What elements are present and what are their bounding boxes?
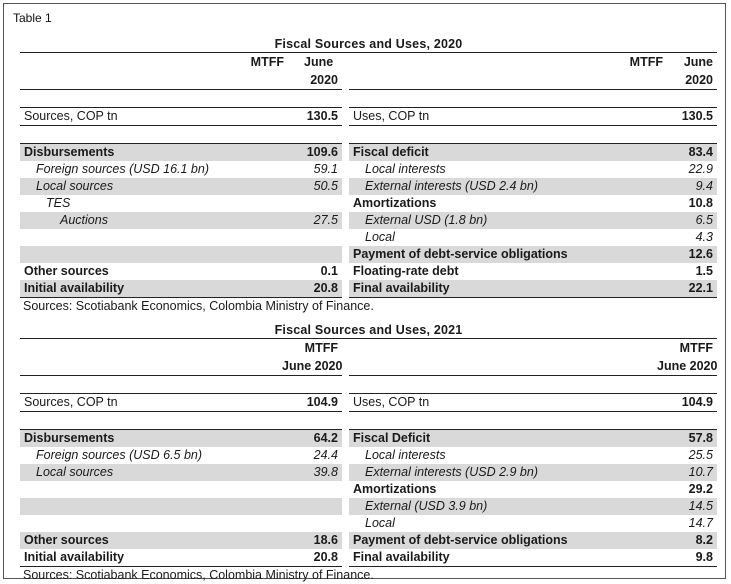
- row-value-right: 1.5: [695, 264, 713, 278]
- row-value-right: 4.3: [695, 230, 713, 244]
- row-value-right: 12.6: [667, 246, 717, 263]
- table-row: [20, 246, 717, 263]
- row-label-left: [20, 515, 278, 532]
- sources-total-value: 104.9: [278, 394, 342, 412]
- table-row: [20, 263, 717, 280]
- header-row-2: [20, 357, 717, 376]
- row-label-left: Other sources: [20, 532, 278, 549]
- row-label-right: External (USD 3.9 bn): [349, 498, 653, 515]
- row-value-right: 6.5: [667, 212, 717, 229]
- row-value-left: 59.1: [313, 162, 338, 176]
- row-label-right: Payment of debt-service obligations: [349, 246, 667, 263]
- row-label-left: [20, 246, 290, 263]
- row-label-right: Fiscal deficit: [349, 144, 667, 162]
- row-value-left: 39.8: [278, 464, 342, 481]
- table-row: [20, 430, 717, 448]
- source-note-2020: Sources: Scotiabank Economics, Colombia Ministry of Finance.: [23, 299, 374, 313]
- row-value-left: [290, 246, 342, 263]
- sources-total-label: Sources, COP tn: [20, 108, 290, 126]
- table-row: [20, 532, 717, 549]
- row-value-right: 57.8: [653, 430, 717, 448]
- header-right-june: June 2020: [653, 357, 717, 376]
- row-label-left: [20, 229, 290, 246]
- table-row: [20, 481, 717, 498]
- sources-total-label: Sources, COP tn: [20, 394, 278, 412]
- header-row: [20, 53, 717, 72]
- row-value-left: 20.8: [290, 280, 342, 298]
- row-value-left: 27.5: [290, 212, 342, 229]
- row-value-right: 22.9: [688, 162, 713, 176]
- table-row: [20, 144, 717, 162]
- table-2021: [20, 322, 717, 584]
- uses-total-value: 130.5: [667, 108, 717, 126]
- row-value-left: [278, 481, 342, 498]
- row-value-left: 0.1: [320, 264, 338, 278]
- row-value-left: 109.6: [290, 144, 342, 162]
- row-label-left: Local sources: [20, 464, 278, 481]
- row-value-right: 25.5: [688, 448, 713, 462]
- header-left-mtff: MTFF: [250, 55, 284, 69]
- header-left-mtff: MTFF: [304, 341, 338, 355]
- header-right-mtff: MTFF: [629, 55, 663, 69]
- table-row: [20, 280, 717, 298]
- row-label-right: Floating-rate debt: [353, 264, 459, 278]
- row-label-right: Fiscal Deficit: [349, 430, 653, 448]
- table-label: Table 1: [13, 11, 52, 25]
- row-label-right: Final availability: [349, 280, 667, 298]
- row-value-left: 20.8: [278, 549, 342, 567]
- row-value-left: 50.5: [290, 178, 342, 195]
- row-value-left: 64.2: [278, 430, 342, 448]
- uses-total-value: 104.9: [653, 394, 717, 412]
- row-label-right: External interests (USD 2.9 bn): [349, 464, 653, 481]
- header-left-year: 2020: [310, 73, 338, 87]
- row-label-left: [20, 498, 278, 515]
- row-label-right: Local: [365, 516, 395, 530]
- header-right-mtff: MTFF: [679, 341, 713, 355]
- row-value-left: 18.6: [278, 532, 342, 549]
- row-label-right: Local interests: [365, 162, 446, 176]
- row-label-right: Final availability: [349, 549, 653, 567]
- row-label-left: Auctions: [20, 212, 290, 229]
- row-label-left: [20, 481, 278, 498]
- table-row: [20, 447, 717, 464]
- row-label-left: Disbursements: [20, 144, 290, 162]
- row-value-right: 83.4: [667, 144, 717, 162]
- header-left-june: June 2020: [278, 357, 342, 376]
- source-note-2021: Sources: Scotiabank Economics, Colombia Ministry of Finance.: [23, 568, 374, 582]
- table-2021-title: Fiscal Sources and Uses, 2021: [274, 323, 463, 337]
- table-row: [20, 195, 717, 212]
- row-label-left: TES: [46, 196, 71, 210]
- row-value-right: 29.2: [688, 482, 713, 496]
- table-2021-grid: [20, 338, 717, 567]
- row-label-left: Foreign sources (USD 6.5 bn): [36, 448, 203, 462]
- row-value-left: [290, 229, 342, 246]
- table-2020: [20, 36, 717, 315]
- row-label-right: Payment of debt-service obligations: [349, 532, 653, 549]
- row-label-right: External USD (1.8 bn): [349, 212, 667, 229]
- uses-total-label: Uses, COP tn: [349, 108, 667, 126]
- header-right-june: June: [683, 55, 713, 69]
- row-label-right: Local interests: [365, 448, 446, 462]
- row-value-right: 9.4: [667, 178, 717, 195]
- header-right-year: 2020: [685, 73, 713, 87]
- table-row: [20, 549, 717, 567]
- table-row: [20, 515, 717, 532]
- table-row: [20, 229, 717, 246]
- row-label-right: Amortizations: [353, 196, 437, 210]
- row-value-right: 9.8: [653, 549, 717, 567]
- row-value-right: 14.7: [688, 516, 713, 530]
- table-row: [20, 464, 717, 481]
- row-label-right: Amortizations: [353, 482, 437, 496]
- row-value-left: 24.4: [313, 448, 338, 462]
- row-value-right: 14.5: [653, 498, 717, 515]
- header-row-2: [20, 71, 717, 90]
- totals-row: [20, 108, 717, 126]
- row-label-left: Other sources: [24, 264, 109, 278]
- row-value-right: 8.2: [653, 532, 717, 549]
- row-label-left: Disbursements: [20, 430, 278, 448]
- row-value-left: [278, 498, 342, 515]
- uses-total-label: Uses, COP tn: [349, 394, 653, 412]
- row-value-right: 10.8: [688, 196, 713, 210]
- table-row: [20, 498, 717, 515]
- row-label-left: Initial availability: [20, 549, 278, 567]
- row-label-left: Local sources: [20, 178, 290, 195]
- table-2020-grid: [20, 52, 717, 298]
- table-row: [20, 161, 717, 178]
- row-value-right: 10.7: [653, 464, 717, 481]
- row-label-left: Initial availability: [20, 280, 290, 298]
- table-2020-title: Fiscal Sources and Uses, 2020: [274, 37, 463, 51]
- row-label-right: External interests (USD 2.4 bn): [349, 178, 667, 195]
- sources-total-value: 130.5: [290, 108, 342, 126]
- row-value-left: [290, 195, 342, 212]
- header-left-june: June: [304, 55, 334, 69]
- row-label-right: Local: [365, 230, 395, 244]
- table-row: [20, 212, 717, 229]
- totals-row: [20, 394, 717, 412]
- table-row: [20, 178, 717, 195]
- header-row: [20, 339, 717, 358]
- row-value-right: 22.1: [667, 280, 717, 298]
- row-value-left: [278, 515, 342, 532]
- row-label-left: Foreign sources (USD 16.1 bn): [36, 162, 209, 176]
